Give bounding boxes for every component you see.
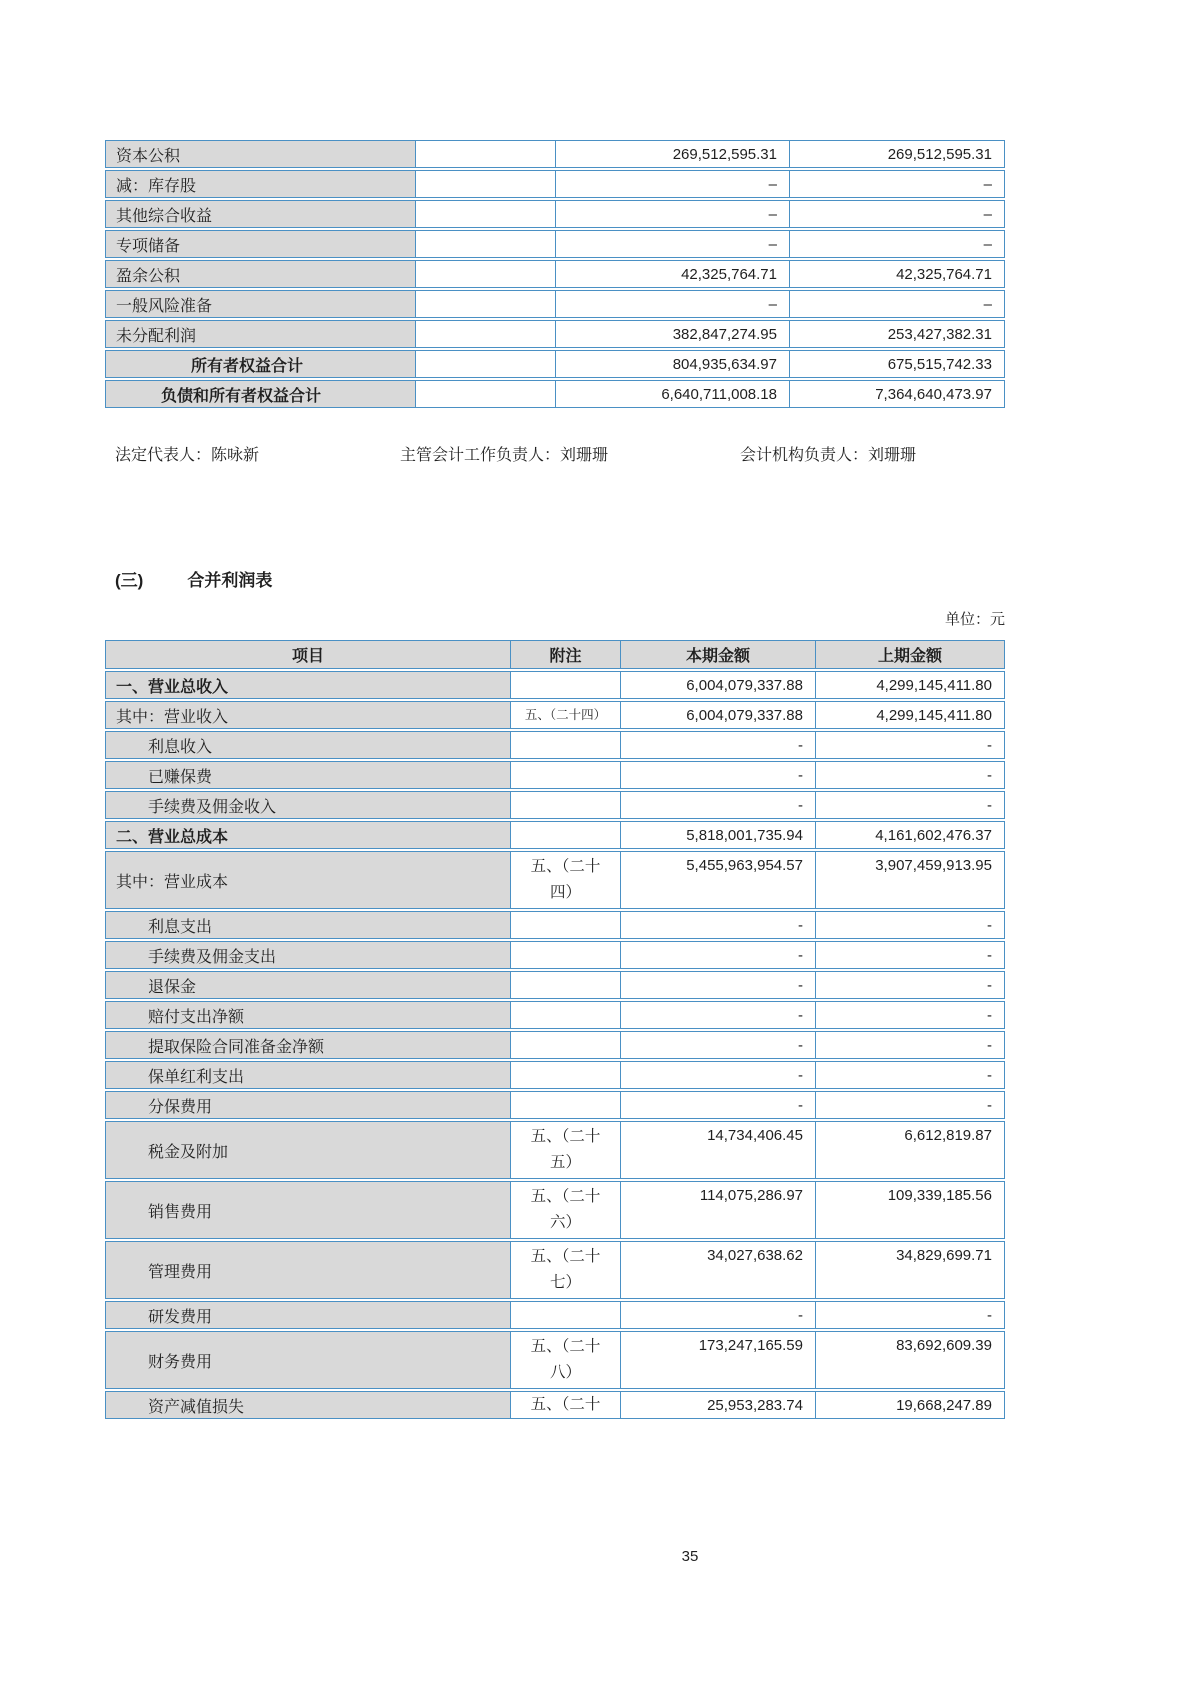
note-text: 五、（二十四） xyxy=(530,858,601,901)
cell-note-reference xyxy=(511,972,621,998)
cell-item-label: 手续费及佣金收入 xyxy=(106,792,511,818)
cell-item-label: 资本公积 xyxy=(106,141,416,167)
legal-representative: 法定代表人：陈咏新 xyxy=(115,447,260,464)
table-row xyxy=(105,911,1005,939)
cell-current-amount: - xyxy=(621,1002,816,1028)
cell-current-amount: 382,847,274.95 xyxy=(556,321,790,347)
cell-current-amount: 34,027,638.62 xyxy=(621,1242,816,1298)
table-row xyxy=(105,170,1005,198)
cell-prior-amount: - xyxy=(987,1036,992,1054)
cell-item-label: 所有者权益合计 xyxy=(106,351,416,377)
balance-sheet-equity-table xyxy=(105,140,1005,408)
table-row xyxy=(105,1121,1005,1179)
table-row xyxy=(105,1391,1005,1419)
cell-prior-amount: - xyxy=(987,1066,992,1084)
table-row xyxy=(105,761,1005,789)
cell-current-amount: 14,734,406.45 xyxy=(621,1122,816,1178)
cell-prior-amount: 675,515,742.33 xyxy=(887,355,992,373)
note-text: 五、（二十八） xyxy=(530,1338,601,1381)
cell-item-label: 二、营业总成本 xyxy=(106,822,511,848)
cell-current-amount: 173,247,165.59 xyxy=(621,1332,816,1388)
cell-current-amount: 804,935,634.97 xyxy=(556,351,790,377)
cell-item-label: 其他综合收益 xyxy=(106,201,416,227)
cell-note-reference xyxy=(511,1182,621,1238)
cell-prior-amount: 7,364,640,473.97 xyxy=(875,385,992,403)
cell-item-label: 研发费用 xyxy=(106,1302,511,1328)
cell-current-amount: – xyxy=(556,171,790,197)
table-row xyxy=(105,200,1005,228)
cell-item-label: 手续费及佣金支出 xyxy=(106,942,511,968)
cell-current-amount: 5,818,001,735.94 xyxy=(621,822,816,848)
table-row xyxy=(105,290,1005,318)
cell-current-amount: 6,004,079,337.88 xyxy=(621,672,816,698)
cell-prior-amount: 109,339,185.56 xyxy=(887,1187,992,1204)
cell-prior-amount: 3,907,459,913.95 xyxy=(875,857,992,874)
cell-note-reference xyxy=(511,1392,621,1418)
cell-note-reference xyxy=(416,171,556,197)
cell-current-amount: - xyxy=(621,1302,816,1328)
cell-note-reference xyxy=(511,792,621,818)
cell-prior-amount: – xyxy=(983,235,992,253)
cell-note-reference xyxy=(511,1242,621,1298)
cell-note-reference xyxy=(511,1332,621,1388)
cell-current-amount: - xyxy=(621,912,816,938)
cell-note-reference xyxy=(511,702,621,728)
table-row xyxy=(105,1061,1005,1089)
cell-prior-amount: - xyxy=(987,1096,992,1114)
table-row xyxy=(105,821,1005,849)
cell-prior-amount: 42,325,764.71 xyxy=(896,265,992,283)
unit-label: 单位：元 xyxy=(944,611,1005,628)
cell-item-label: 保单红利支出 xyxy=(106,1062,511,1088)
cell-item-label: 财务费用 xyxy=(106,1332,511,1388)
cell-note-reference xyxy=(511,822,621,848)
note-text: 五、（二十五） xyxy=(530,1128,601,1171)
cell-note-reference xyxy=(416,321,556,347)
cell-prior-amount: 253,427,382.31 xyxy=(887,325,992,343)
cell-current-amount: - xyxy=(621,1032,816,1058)
table-row xyxy=(105,731,1005,759)
cell-note-reference xyxy=(511,942,621,968)
cell-prior-amount: - xyxy=(987,1006,992,1024)
signature-line xyxy=(0,442,1200,464)
cell-current-amount: - xyxy=(621,1092,816,1118)
section-index: (三) xyxy=(115,571,144,590)
cell-current-amount: - xyxy=(621,732,816,758)
column-header: 本期金额 xyxy=(621,641,816,668)
cell-prior-amount: 19,668,247.89 xyxy=(896,1396,992,1414)
cell-note-reference xyxy=(416,291,556,317)
page-number: 35 xyxy=(681,1548,699,1565)
cell-item-label: 提取保险合同准备金净额 xyxy=(106,1032,511,1058)
cell-current-amount: - xyxy=(621,1062,816,1088)
cell-item-label: 已赚保费 xyxy=(106,762,511,788)
chief-accounting-officer: 主管会计工作负责人：刘珊珊 xyxy=(400,447,609,464)
cell-current-amount: - xyxy=(621,942,816,968)
cell-current-amount: 114,075,286.97 xyxy=(621,1182,816,1238)
table-row xyxy=(105,140,1005,168)
cell-item-label: 未分配利润 xyxy=(106,321,416,347)
cell-item-label: 其中：营业成本 xyxy=(106,852,511,908)
table-row xyxy=(105,671,1005,699)
cell-note-reference xyxy=(416,351,556,377)
note-text: 五、（二十六） xyxy=(530,1188,601,1231)
table-row xyxy=(105,320,1005,348)
cell-note-reference xyxy=(511,1062,621,1088)
cell-note-reference xyxy=(511,1092,621,1118)
note-text: 五、（二十四） xyxy=(524,708,607,722)
cell-prior-amount: - xyxy=(987,736,992,754)
table-row xyxy=(105,851,1005,909)
cell-prior-amount: – xyxy=(983,175,992,193)
table-row xyxy=(105,260,1005,288)
table-row xyxy=(105,1331,1005,1389)
cell-prior-amount: 4,299,145,411.80 xyxy=(876,706,992,724)
cell-note-reference xyxy=(511,1002,621,1028)
cell-note-reference xyxy=(416,201,556,227)
note-text: 五、（二十 xyxy=(530,1396,601,1413)
cell-item-label: 赔付支出净额 xyxy=(106,1002,511,1028)
table-row xyxy=(105,350,1005,378)
cell-note-reference xyxy=(511,912,621,938)
table-row xyxy=(105,1241,1005,1299)
column-header: 附注 xyxy=(511,641,621,668)
cell-prior-amount: 34,829,699.71 xyxy=(896,1247,992,1264)
cell-prior-amount: - xyxy=(987,916,992,934)
cell-current-amount: - xyxy=(621,762,816,788)
income-statement-table xyxy=(105,640,1005,1419)
cell-item-label: 盈余公积 xyxy=(106,261,416,287)
cell-note-reference xyxy=(511,672,621,698)
cell-current-amount: – xyxy=(556,291,790,317)
cell-prior-amount: 4,161,602,476.37 xyxy=(875,826,992,844)
cell-prior-amount: - xyxy=(987,766,992,784)
cell-current-amount: 42,325,764.71 xyxy=(556,261,790,287)
cell-prior-amount: - xyxy=(987,1306,992,1324)
cell-item-label: 利息收入 xyxy=(106,732,511,758)
cell-prior-amount: 269,512,595.31 xyxy=(887,145,992,163)
cell-item-label: 一、营业总收入 xyxy=(106,672,511,698)
cell-prior-amount: - xyxy=(987,796,992,814)
cell-item-label: 分保费用 xyxy=(106,1092,511,1118)
cell-note-reference xyxy=(511,1122,621,1178)
cell-current-amount: – xyxy=(556,201,790,227)
cell-current-amount: 269,512,595.31 xyxy=(556,141,790,167)
cell-prior-amount: 83,692,609.39 xyxy=(896,1337,992,1354)
cell-item-label: 利息支出 xyxy=(106,912,511,938)
table-header-row xyxy=(105,640,1005,669)
table-row xyxy=(105,1181,1005,1239)
cell-item-label: 销售费用 xyxy=(106,1182,511,1238)
cell-item-label: 减：库存股 xyxy=(106,171,416,197)
cell-current-amount: 6,640,711,008.18 xyxy=(556,381,790,407)
cell-item-label: 其中：营业收入 xyxy=(106,702,511,728)
cell-current-amount: 6,004,079,337.88 xyxy=(621,702,816,728)
cell-note-reference xyxy=(416,231,556,257)
cell-note-reference xyxy=(416,141,556,167)
cell-note-reference xyxy=(511,852,621,908)
cell-prior-amount: – xyxy=(983,205,992,223)
column-header: 项目 xyxy=(106,641,511,668)
table-row xyxy=(105,701,1005,729)
cell-item-label: 税金及附加 xyxy=(106,1122,511,1178)
cell-note-reference xyxy=(511,762,621,788)
section-heading xyxy=(115,566,272,591)
table-row xyxy=(105,1301,1005,1329)
table-row xyxy=(105,1001,1005,1029)
cell-prior-amount: – xyxy=(983,295,992,313)
table-row xyxy=(105,1091,1005,1119)
cell-prior-amount: - xyxy=(987,946,992,964)
cell-item-label: 退保金 xyxy=(106,972,511,998)
cell-current-amount: – xyxy=(556,231,790,257)
section-title: 合并利润表 xyxy=(187,571,273,590)
table-row xyxy=(105,380,1005,408)
cell-prior-amount: 4,299,145,411.80 xyxy=(876,676,992,694)
cell-prior-amount: - xyxy=(987,976,992,994)
accounting-dept-head: 会计机构负责人：刘珊珊 xyxy=(740,447,917,464)
table-row xyxy=(105,230,1005,258)
note-text: 五、（二十七） xyxy=(530,1248,601,1291)
table-row xyxy=(105,941,1005,969)
cell-note-reference xyxy=(511,1302,621,1328)
cell-current-amount: 25,953,283.74 xyxy=(621,1392,816,1418)
cell-item-label: 专项储备 xyxy=(106,231,416,257)
cell-prior-amount: 6,612,819.87 xyxy=(904,1127,992,1144)
column-header: 上期金额 xyxy=(816,641,1004,668)
table-row xyxy=(105,791,1005,819)
cell-item-label: 负债和所有者权益合计 xyxy=(106,381,416,407)
cell-item-label: 管理费用 xyxy=(106,1242,511,1298)
table-row xyxy=(105,971,1005,999)
cell-current-amount: 5,455,963,954.57 xyxy=(621,852,816,908)
cell-item-label: 资产减值损失 xyxy=(106,1392,511,1418)
cell-current-amount: - xyxy=(621,972,816,998)
cell-note-reference xyxy=(511,732,621,758)
table-row xyxy=(105,1031,1005,1059)
cell-note-reference xyxy=(511,1032,621,1058)
cell-note-reference xyxy=(416,381,556,407)
cell-current-amount: - xyxy=(621,792,816,818)
cell-item-label: 一般风险准备 xyxy=(106,291,416,317)
cell-note-reference xyxy=(416,261,556,287)
